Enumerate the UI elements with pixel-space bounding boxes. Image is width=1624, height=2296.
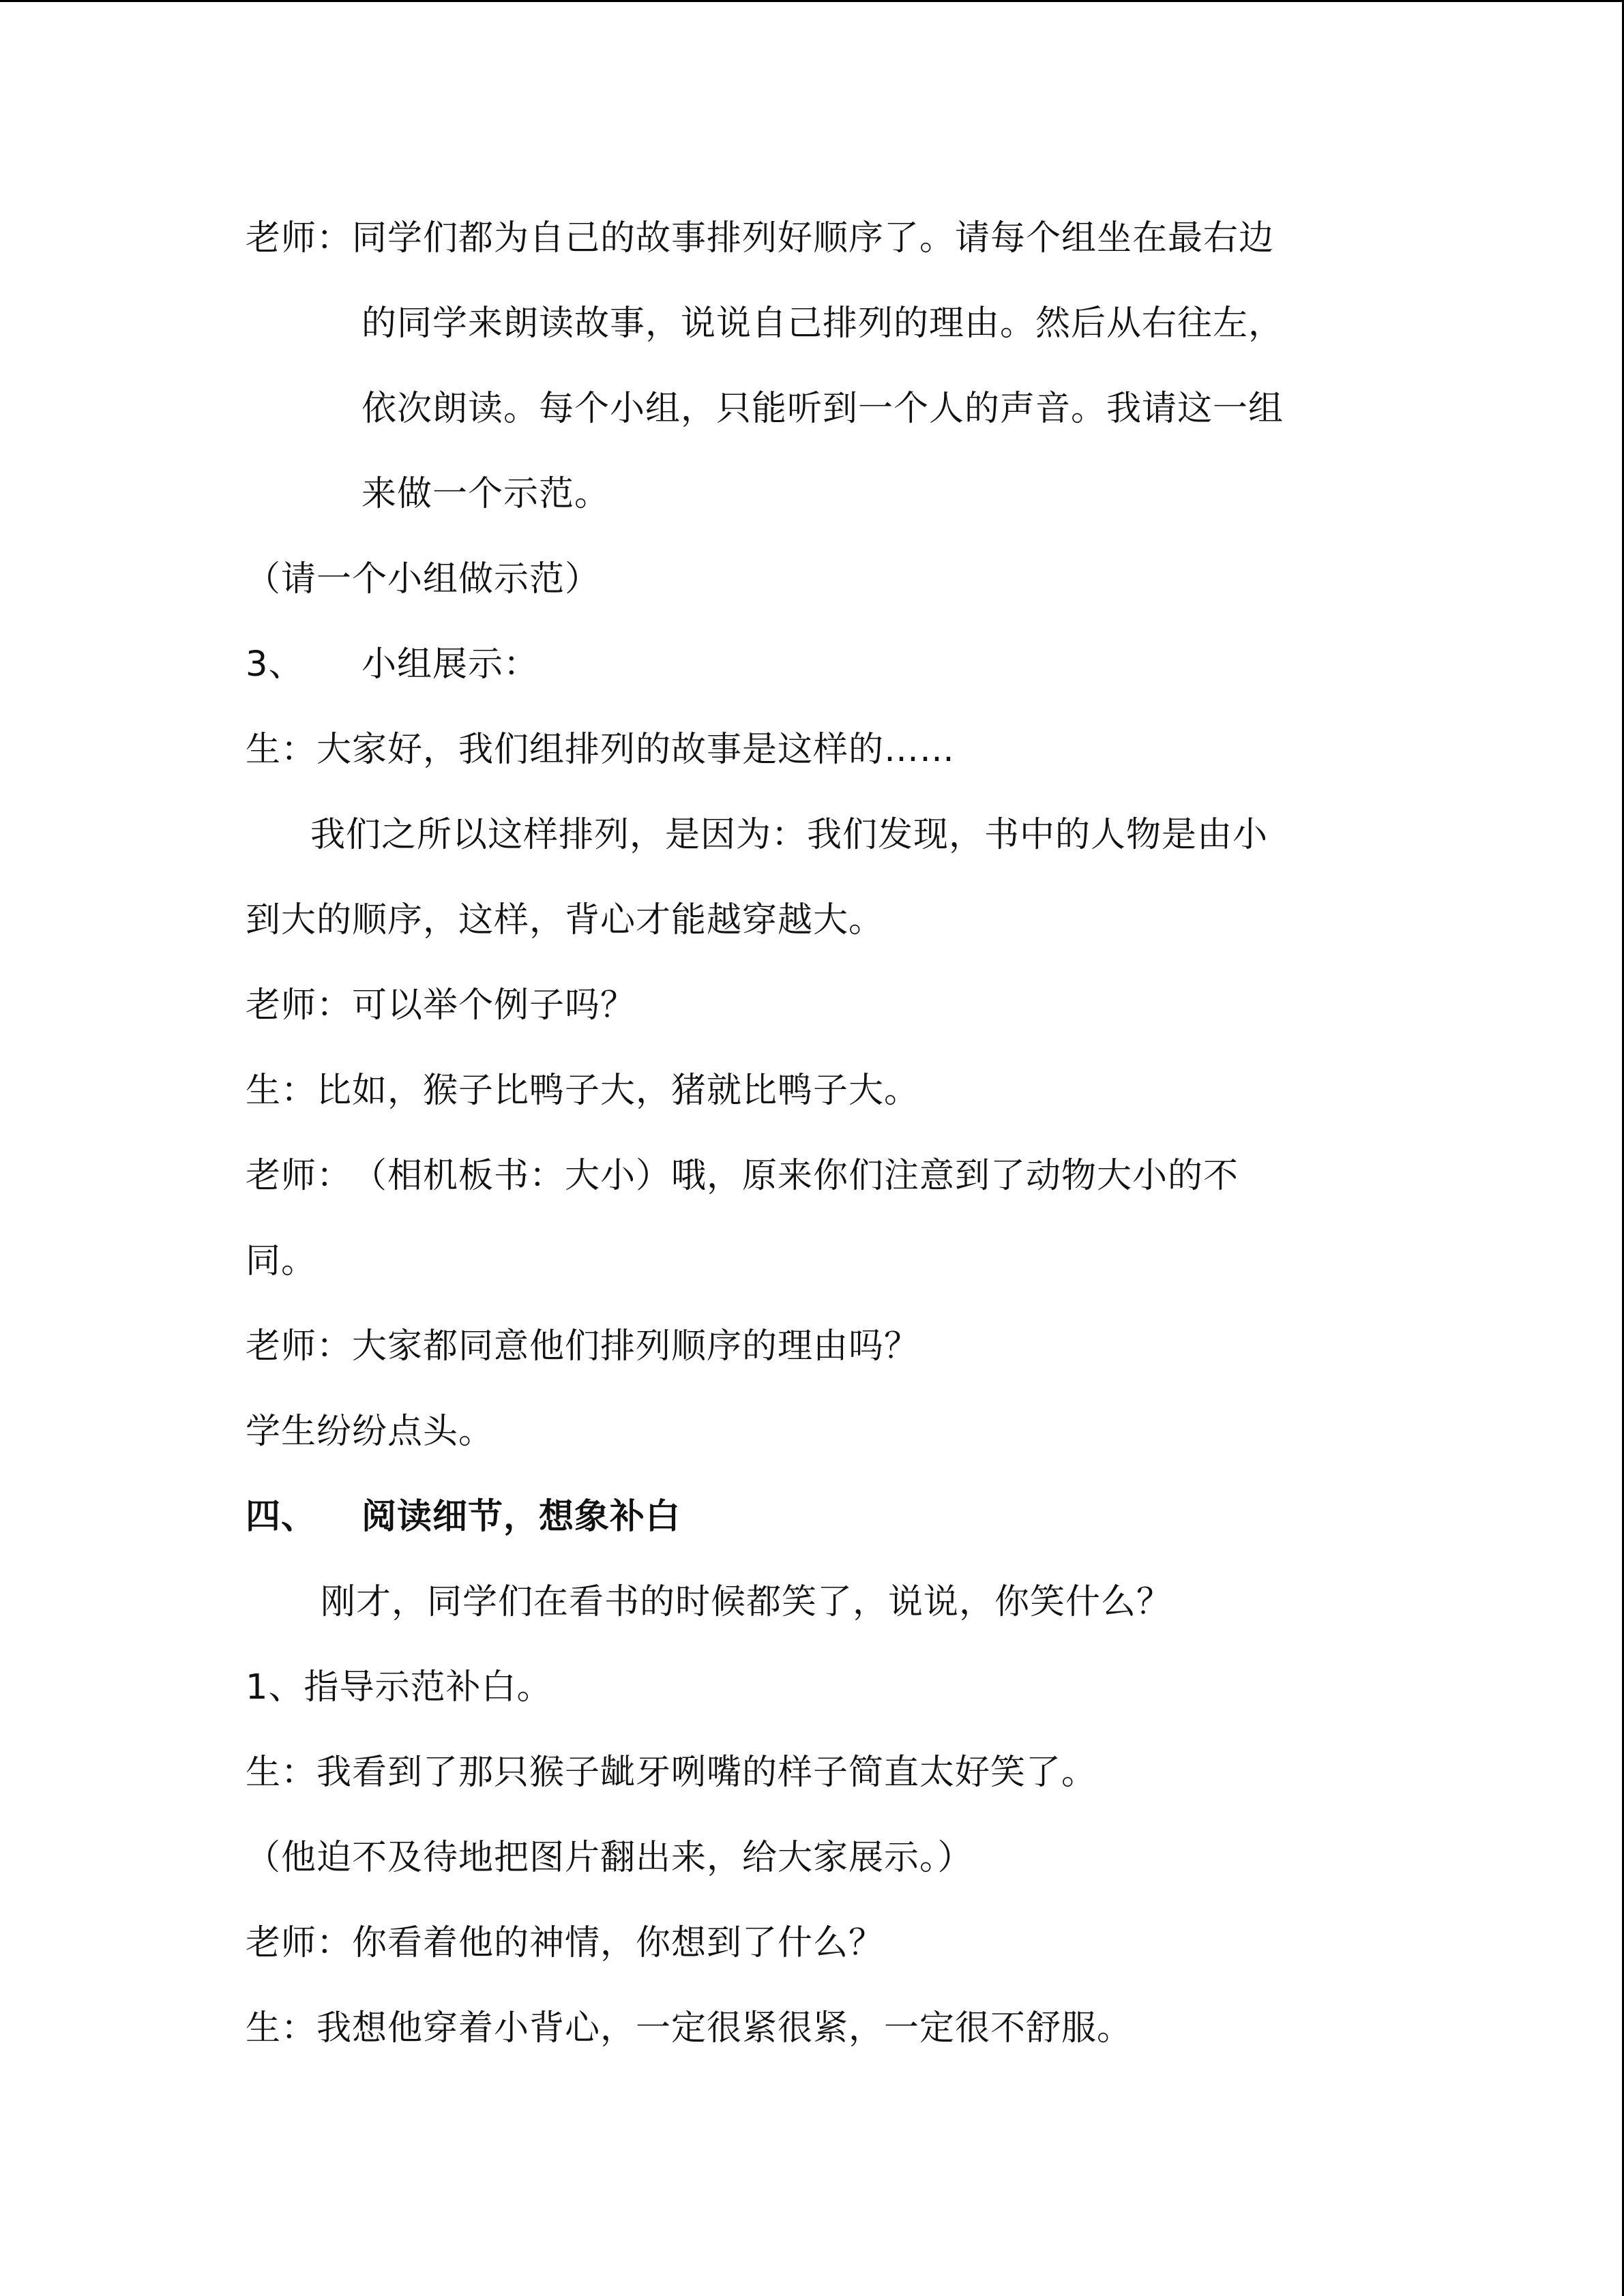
stage-note: （请一个小组做示范） [246, 559, 601, 599]
speaker-label: 老师： [246, 218, 353, 258]
dialogue-text: 比如，猴子比鸭子大，猪就比鸭子大。 [316, 1071, 920, 1111]
dialogue-text: 大家都同意他们排列顺序的理由吗？ [352, 1326, 920, 1367]
dialogue-text: （相机板书：大小）哦，原来你们注意到了动物大小的不 [352, 1156, 1239, 1196]
paragraph-teacher-instruction [246, 217, 1274, 260]
teacher-line [246, 984, 636, 1028]
student-line [246, 1751, 1097, 1795]
dialogue-text: 可以举个例子吗？ [352, 985, 636, 1026]
teacher-line [246, 1325, 919, 1369]
speaker-label: 老师： [246, 1923, 353, 1963]
paragraph-line: 依次朗读。每个小组，只能听到一个人的声音。我请这一组 [361, 389, 1284, 429]
paragraph-line: 我们之所以这样排列，是因为：我们发现，书中的人物是由小 [310, 815, 1269, 855]
speaker-label: 生： [246, 730, 317, 770]
section-heading-4 [246, 1495, 681, 1539]
dialogue-text: 我想他穿着小背心，一定很紧很紧，一定很不舒服。 [316, 2008, 1133, 2048]
dialogue-text: 我看到了那只猴子龇牙咧嘴的样子简直太好笑了。 [316, 1753, 1097, 1793]
narration-line: 学生纷纷点头。 [246, 1412, 494, 1452]
paragraph-line: 同学们都为自己的故事排列好顺序了。请每个组坐在最右边 [352, 218, 1275, 258]
stage-note: （他迫不及待地把图片翻出来，给大家展示。） [246, 1838, 973, 1878]
speaker-label: 老师： [246, 985, 353, 1026]
speaker-label: 老师： [246, 1156, 353, 1196]
list-item: 1、指导示范补白。 [246, 1667, 552, 1708]
paragraph-line: 来做一个示范。 [361, 474, 610, 514]
speaker-label: 生： [246, 1071, 317, 1111]
teacher-line [246, 1154, 1239, 1198]
paragraph-line: 到大的顺序，这样，背心才能越穿越大。 [246, 900, 885, 940]
paragraph-line: 刚才，同学们在看书的时候都笑了，说说，你笑什么？ [321, 1582, 1172, 1622]
section-number: 3、 [246, 644, 304, 685]
dialogue-text: 大家好，我们组排列的故事是这样的…… [316, 730, 956, 770]
section-number: 四、 [246, 1497, 317, 1537]
student-line [246, 728, 955, 772]
dialogue-text: 你看着他的神情，你想到了什么？ [352, 1923, 885, 1963]
section-heading-3 [246, 643, 539, 687]
paragraph-line: 的同学来朗读故事，说说自己排列的理由。然后从右往左， [361, 303, 1284, 344]
section-title: 阅读细节，想象补白 [361, 1497, 681, 1537]
teacher-line [246, 1922, 884, 1965]
speaker-label: 老师： [246, 1326, 353, 1367]
student-line [246, 1069, 919, 1113]
section-title: 小组展示： [361, 644, 540, 685]
speaker-label: 生： [246, 1753, 317, 1793]
paragraph-line: 同。 [246, 1241, 317, 1281]
speaker-label: 生： [246, 2008, 317, 2048]
student-line [246, 2007, 1132, 2051]
